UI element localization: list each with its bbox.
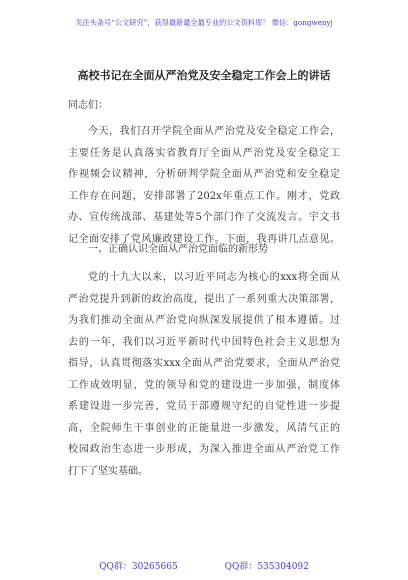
footer-qq-group-2: QQ群：535304092: [224, 562, 309, 572]
section-heading: 一、正确认识全面从严治党面临的新形势: [88, 244, 268, 255]
greeting: 同志们：: [68, 100, 108, 111]
text-line: 指导，认真贯彻落实xxx全面从严治党要求，全面从严治党: [68, 358, 340, 369]
paragraph-situation: [68, 267, 340, 482]
text-line: 办、宣传统战部、基建处等5个部门作了交流发言。宇文书: [68, 212, 340, 223]
text-line: 党的十九大以来，以习近平同志为核心的xxx将全面从: [88, 272, 340, 283]
document-title: 高校书记在全面从严治党及安全稳定工作会上的讲话: [77, 69, 331, 82]
text-line: 去的一年，我们以习近平新时代中国特色社会主义思想为: [68, 336, 340, 348]
text-line: 校园政治生态进一步形成，为深入推进全面从严治党工作: [68, 444, 340, 455]
text-line: 打下了坚实基础。: [68, 465, 148, 477]
text-line: 工作存在问题，安排部署了202x年重点工作。刚才，党政: [68, 190, 340, 202]
text-line: 主要任务是认真落实省教育厅全面从严治党及安全稳定工: [68, 147, 340, 159]
paragraph-intro: [68, 121, 340, 250]
header-banner: 关注头条号“公文研究”，获得最新最全最专业的公文资料库！ 微信：gongwenyj: [75, 18, 333, 27]
text-line: 工作成效明显，党的领导和党的建设进一步加强，制度体: [68, 379, 340, 391]
text-line: 系建设进一步完善，党员干部遵规守纪的自觉性进一步提: [68, 401, 340, 412]
text-line: 今天，我们召开学院全面从严治党及安全稳定工作会，: [88, 126, 340, 137]
text-line: 作视频会议精神，分析研判学院全面从严治党和安全稳定: [68, 169, 340, 180]
footer-contacts: [0, 559, 408, 572]
text-line: 严治党提升到新的政治高度，提出了一系列重大决策部署，: [68, 293, 340, 305]
text-line: 为我们推动全面从严治党向纵深发展提供了根本遵循。过: [68, 315, 340, 326]
text-line: 高，全院师生干事创业的正能量进一步激发，风清气正的: [68, 422, 340, 434]
text-line: 记全面安排了党风廉政建设工作。下面，我再讲几点意见。: [68, 233, 340, 245]
footer-qq-group-1: QQ群：30265665: [99, 562, 178, 572]
